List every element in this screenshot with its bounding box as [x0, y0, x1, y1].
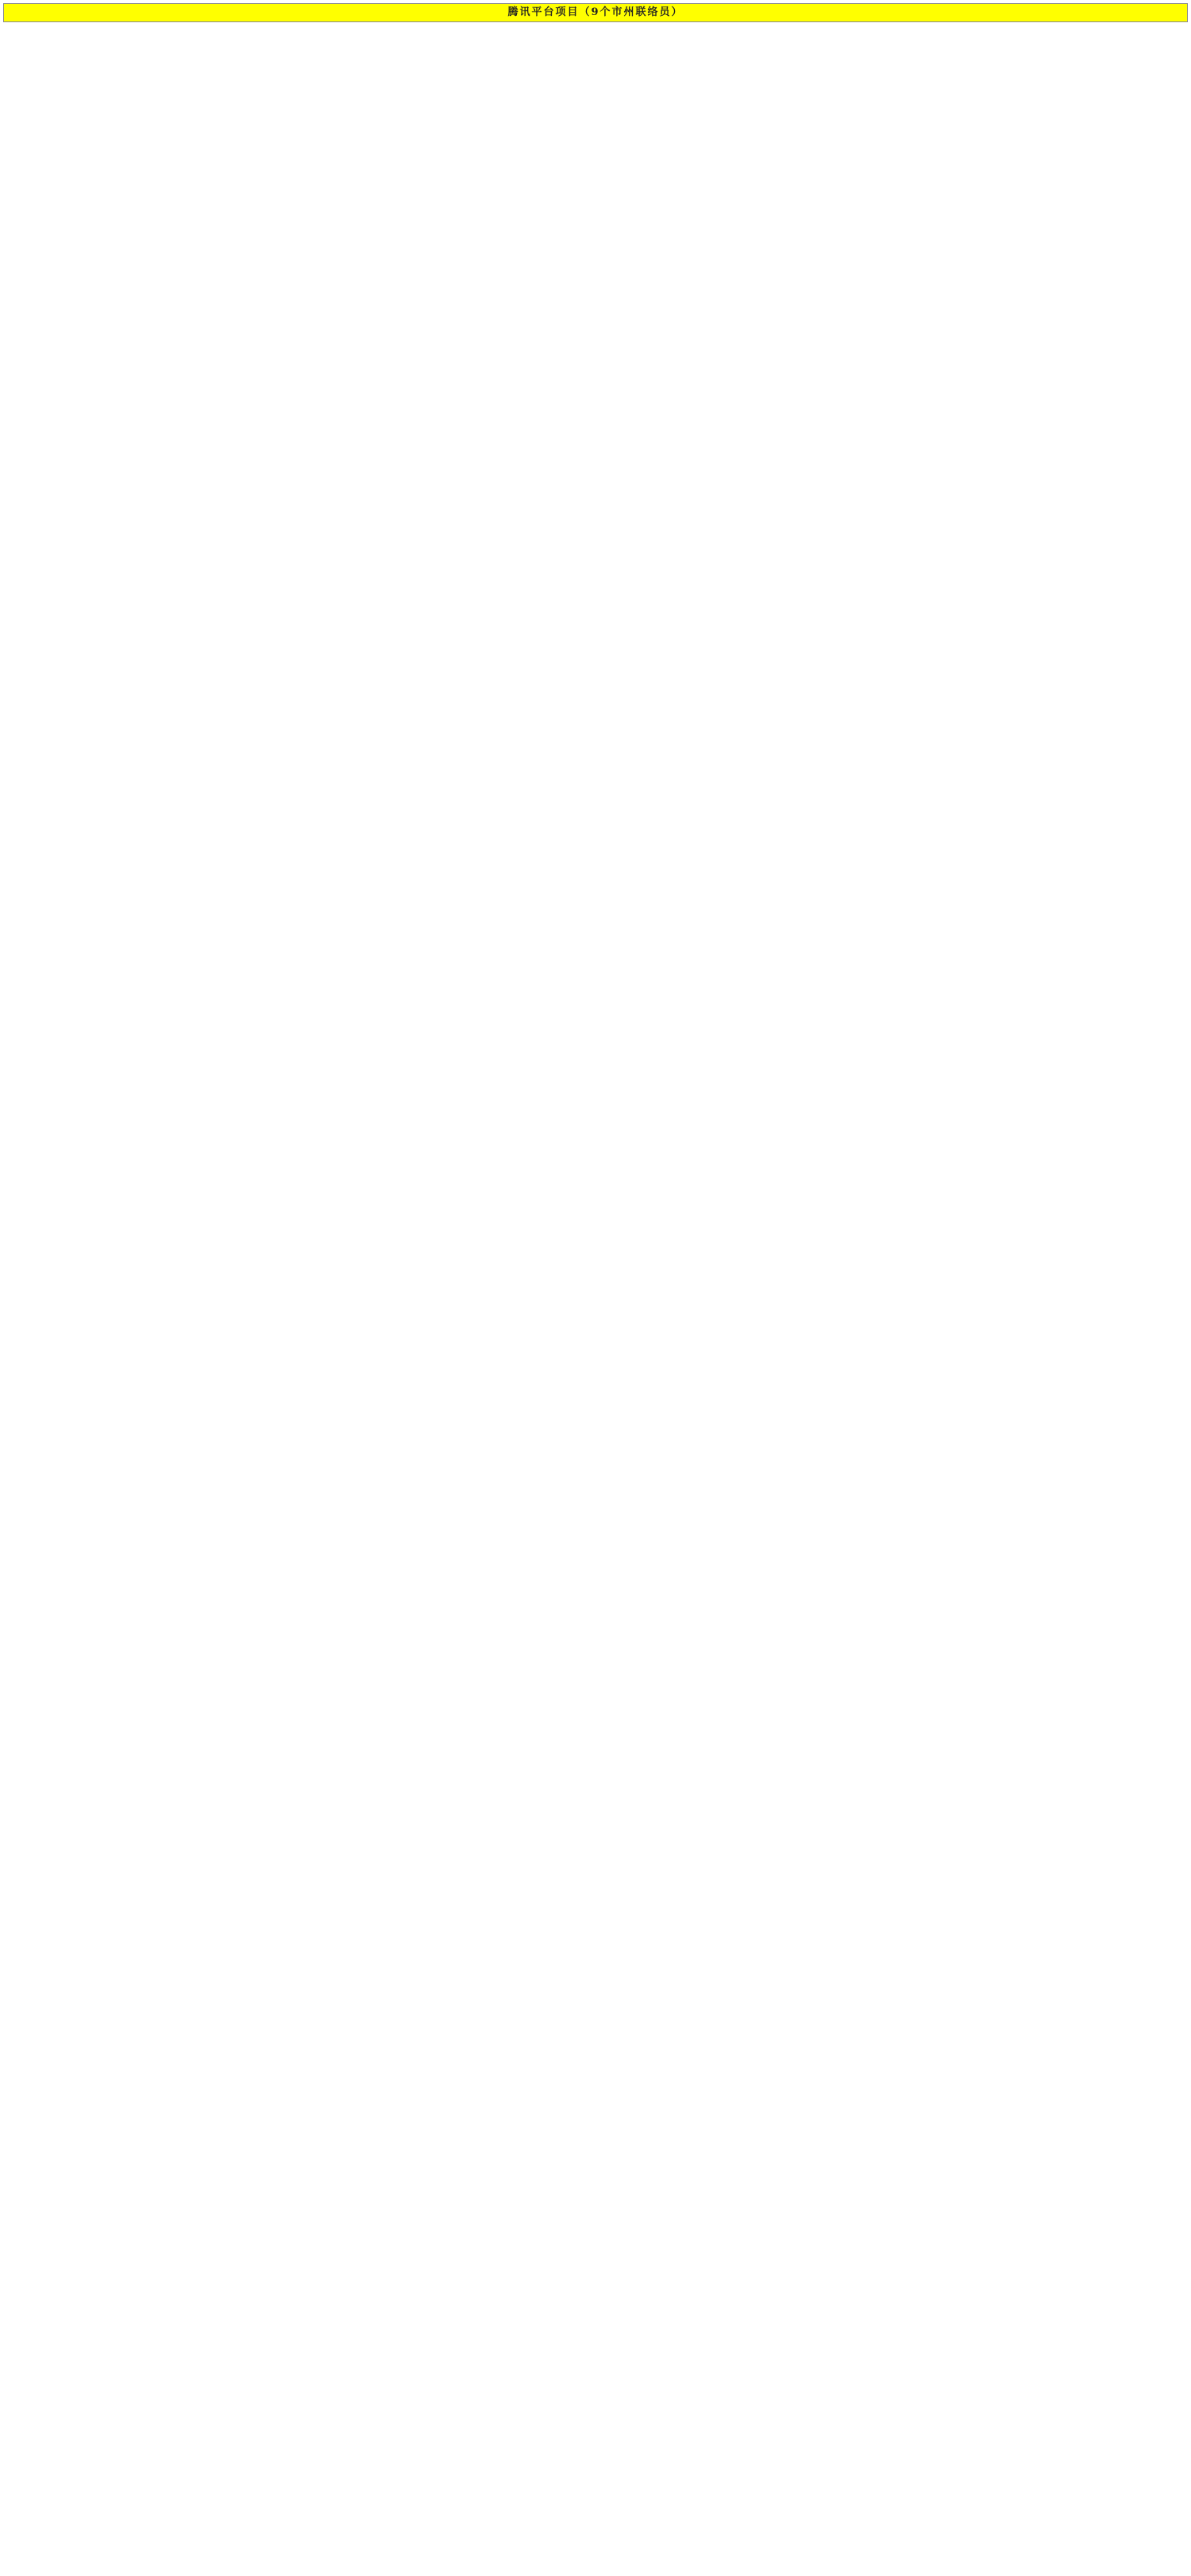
sheet-title: 腾讯平台项目（9个市州联络员） — [3, 3, 1188, 22]
spreadsheet — [3, 3, 1188, 22]
